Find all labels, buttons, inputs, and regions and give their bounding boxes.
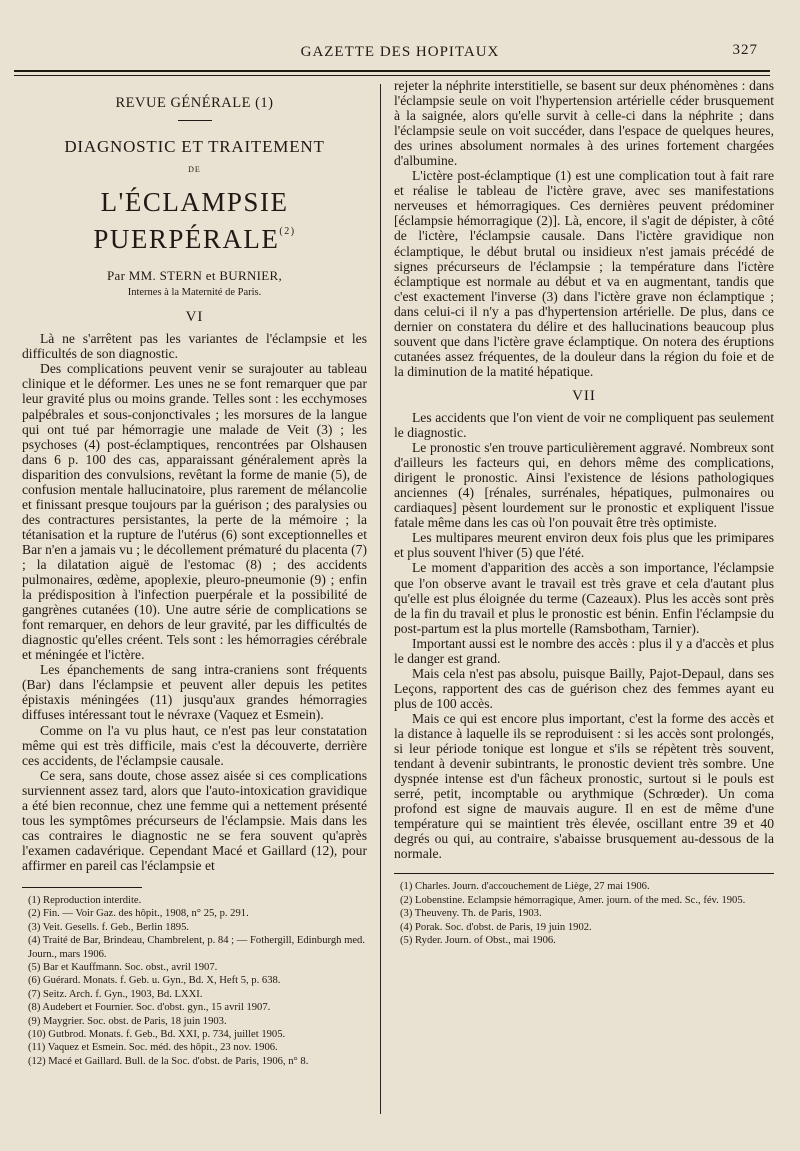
footnote: (6) Guérard. Monats. f. Geb. u. Gyn., Bd. X, Heft 5, p. 638. bbox=[28, 975, 281, 987]
paragraph: Les épanchements de sang intra-craniens sont fréquents (Bar) dans l'éclampsie et peuvent aller depuis les petites épistaxis méningées (11) jusqu'aux grandes hémorragies diffuses intéressant tout le névraxe (Vaquez et Esmein). bbox=[22, 662, 367, 723]
paragraph: Les multipares meurent environ deux fois plus que les primipares et plus souvent l'hiver (5) que l'été. bbox=[394, 530, 774, 561]
section-heading-vi: VI bbox=[185, 309, 204, 326]
footnote: (7) Seitz. Arch. f. Gyn., 1903, Bd. LXXI. bbox=[28, 988, 203, 1000]
column-divider bbox=[380, 84, 381, 1114]
footnote: (9) Maygrier. Soc. obst. de Paris, 18 juin 1903. bbox=[28, 1015, 227, 1027]
journal-title: GAZETTE DES HOPITAUX bbox=[300, 44, 500, 60]
paragraph: Les accidents que l'on vient de voir ne compliquent pas seulement le diagnostic. bbox=[394, 409, 774, 441]
footnotes-left bbox=[22, 894, 367, 1068]
footnote: (4) Porak. Soc. d'obst. de Paris, 19 juin 1902. bbox=[400, 921, 592, 933]
right-column bbox=[394, 78, 774, 947]
title-de: DE bbox=[188, 165, 201, 175]
paragraph: rejeter la néphrite interstitielle, se basent sur deux phénomènes : dans l'éclampsie seule on voit l'hypertension artérielle céder brusquement à la saignée, alors qu'elle survit à celle-ci dans la néphrite ; dans l'éclampsie seule on voit succéder, dans l'espace de quelques heures, des urines absolument normales à des urines fortement chargées d'albumine. bbox=[394, 78, 774, 169]
header-rule-thick bbox=[14, 70, 770, 72]
paragraph: Le pronostic s'en trouve particulièrement aggravé. Nombreux sont d'ailleurs les facteurs qui, en dehors même des complications, dirigent le pronostic. Ainsi l'existence de lésions pathologiques anciennes (4) [rénales, surrénales, hépatiques, pulmonaires ou cardiaques] pèsent lourdement sur le pronostic et expliquent l'issue fatale même dans les cas où l'on pouvait être très optimiste. bbox=[394, 440, 774, 531]
running-header bbox=[0, 44, 800, 64]
left-column bbox=[22, 82, 367, 1068]
title-footnote-marker: (2) bbox=[279, 226, 296, 238]
footnote: (2) Lobenstine. Eclampsie hémorragique, Amer. journ. of the med. Sc., fév. 1905. bbox=[400, 894, 746, 906]
footnote: (5) Bar et Kauffmann. Soc. obst., avril 1907. bbox=[28, 962, 218, 973]
paragraph: Comme on l'a vu plus haut, ce n'est pas leur constatation même qui est très difficile, mais c'est la découverte, derrière ces accidents, de l'éclampsie causale. bbox=[22, 722, 367, 768]
article-title-text: L'ÉCLAMPSIE PUERPÉRALE bbox=[93, 187, 289, 255]
footnote: (5) Ryder. Journ. of Obst., mai 1906. bbox=[400, 935, 556, 947]
footnote-rule bbox=[394, 873, 774, 874]
title-line-1: DIAGNOSTIC ET TRAITEMENT bbox=[64, 137, 325, 157]
footnote: (8) Audebert et Fournier. Soc. d'obst. gyn., 15 avril 1907. bbox=[28, 1002, 271, 1014]
footnote: (3) Theuveny. Th. de Paris, 1903. bbox=[400, 908, 542, 920]
footnote: (1) Reproduction interdite. bbox=[28, 894, 142, 906]
paragraph: L'ictère post-éclamptique (1) est une complication tout à fait rare et réalise le tableau de l'ictère grave, avec ses manifestations nerveuses et hémorragiques. Ces dernières peuvent prédominer [éclampsie hémorragique (2)]. Là, encore, il s'agit de dépister, à côté de l'ictère, l'éclampsie causale. Dans l'ictère gravidique non éclamptique, le début brutal ou insidieux n'est jamais précédé de signes précurseurs de l'éclampsie ; la température dans l'ictère éclamptique est normale au début et va en augmentant, tandis que c'est exactement l'inverse (3) dans l'ictère grave non éclamptique ; dans celui-ci il n'y a pas d'hypertension artérielle. De plus, dans ce dernier on constatera du délire et des hallucinations beaucoup plus souvent que dans l'ictère grave éclamptique. On notera des éruptions cutanées assez fréquentes, de la douleur dans la région du foie et de la diminution de la matité hépatique. bbox=[394, 168, 774, 379]
footnote: (1) Charles. Journ. d'accouchement de Liège, 27 mai 1906. bbox=[400, 881, 650, 893]
footnote: (12) Macé et Gaillard. Bull. de la Soc. d'obst. de Paris, 1906, n° 8. bbox=[28, 1055, 309, 1067]
page-number: 327 bbox=[732, 42, 758, 58]
footnote: (11) Vaquez et Esmein. Soc. méd. des hôpit., 23 nov. 1906. bbox=[28, 1042, 278, 1054]
paragraph: Le moment d'apparition des accès a son importance, l'éclampsie que l'on observe avant le travail est très grave et cela d'autant plus qu'elle est plus éloignée du terme (Cazeaux). Plus les accès sont près de la fin du travail et plus le pronostic est bénin. Enfin l'éclampsie du post-partum est la plus mortelle (Ramsbotham, Tarnier). bbox=[394, 560, 774, 636]
paragraph: Ce sera, sans doute, chose assez aisée si ces complications surviennent assez tard, alors que l'auto-intoxication gravidique a été bien reconnue, chez une femme qui a nettement présenté tous les symptômes précurseurs de l'éclampsie. Mais dans les cas contraires le diagnostic ne se fera souvent qu'après l'examen cadavérique. Cependant Macé et Gaillard (12), pour affirmer en pareil cas l'éclampsie et bbox=[22, 767, 367, 873]
authors: Par MM. STERN et BURNIER, bbox=[106, 268, 283, 284]
paragraph: Important aussi est le nombre des accès : plus il y a d'accès et plus le danger est grand. bbox=[394, 635, 774, 666]
section-heading-vii: VII bbox=[572, 387, 596, 404]
section-kicker: REVUE GÉNÉRALE (1) bbox=[115, 95, 274, 111]
footnote-rule bbox=[22, 887, 142, 888]
footnotes-right bbox=[394, 880, 774, 947]
paragraph: Mais cela n'est pas absolu, puisque Bailly, Pajot-Depaul, dans ses Leçons, rapportent des cas de guérison chez des femmes ayant eu plus de 100 accès. bbox=[394, 665, 774, 711]
footnote: (4) Traité de Bar, Brindeau, Chambrelent, p. 84 ; — Fothergill, Edinburgh med. Journ., mars 1906. bbox=[28, 935, 365, 960]
kicker-rule bbox=[178, 120, 212, 121]
article-title bbox=[22, 187, 367, 254]
affiliation: Internes à la Maternité de Paris. bbox=[127, 287, 262, 299]
paragraph: Des complications peuvent venir se surajouter au tableau clinique et le déformer. Les unes ne se font remarquer que par leur gravité plus ou moins grande. Telles sont : les ecchymoses palpébrales et sous-conjonctivales ; les morsures de la langue qui ont tué par hémorragie une malade de Veit (3) ; les psychoses (4) post-éclamptiques, rencontrées par Olshausen dans 6 p. 100 des cas, apparaissant généralement après la disparition des convulsions, revêtant la forme de manie (5), de confusion mentale hallucinatoire, plus rarement de mélancolie et finissant presque toujours par la guérison ; des paralysies ou des contractures persistantes, la perte de la mémoire ; la tétanisation et la rupture de l'utérus (6) sont exceptionnelles et Bar n'en a jamais vu ; le décollement prématuré du placenta (7) ; la dilatation aiguë de l'estomac (8) ; des accidents pulmonaires, œdème, apoplexie, pleuro-pneumonie (9) ; enfin la prédisposition à l'infection puerpérale et la possibilité de gangrènes cutanées (10). Une autre série de complications se font remarquer, en dehors de leur gravité, par les difficultés de diagnostic qu'elles créent. Tels sont : les hémorragies cérébrale et méningée et l'ictère. bbox=[22, 361, 367, 663]
paragraph: Mais ce qui est encore plus important, c'est la forme des accès et la distance à laquelle ils se reproduisent : si les accès sont prolongés, si leur période tonique est longue et s'ils se répètent très souvent, tendant à devenir subintrants, le pronostic devient très sombre. Une dyspnée intense est d'un fâcheux pronostic, surtout si le pouls est serré, petit, incomptable ou arythmique (Schrœder). Un coma profond est signe de mauvais augure. Il en est de même d'une température qui se maintient très élevée, oscillant entre 39 et 40 degrés ou qui, au contraire, s'abaisse brusquement au-dessous de la normale. bbox=[394, 710, 774, 862]
footnote: (2) Fin. — Voir Gaz. des hôpit., 1908, n° 25, p. 291. bbox=[28, 908, 249, 920]
footnote: (10) Gutbrod. Monats. f. Geb., Bd. XXI, p. 734, juillet 1905. bbox=[28, 1029, 286, 1041]
header-rule-thin bbox=[14, 75, 770, 76]
paragraph: Là ne s'arrêtent pas les variantes de l'éclampsie et les difficultés de son diagnostic. bbox=[22, 331, 367, 362]
footnote: (3) Veit. Gesells. f. Geb., Berlin 1895. bbox=[28, 921, 190, 933]
